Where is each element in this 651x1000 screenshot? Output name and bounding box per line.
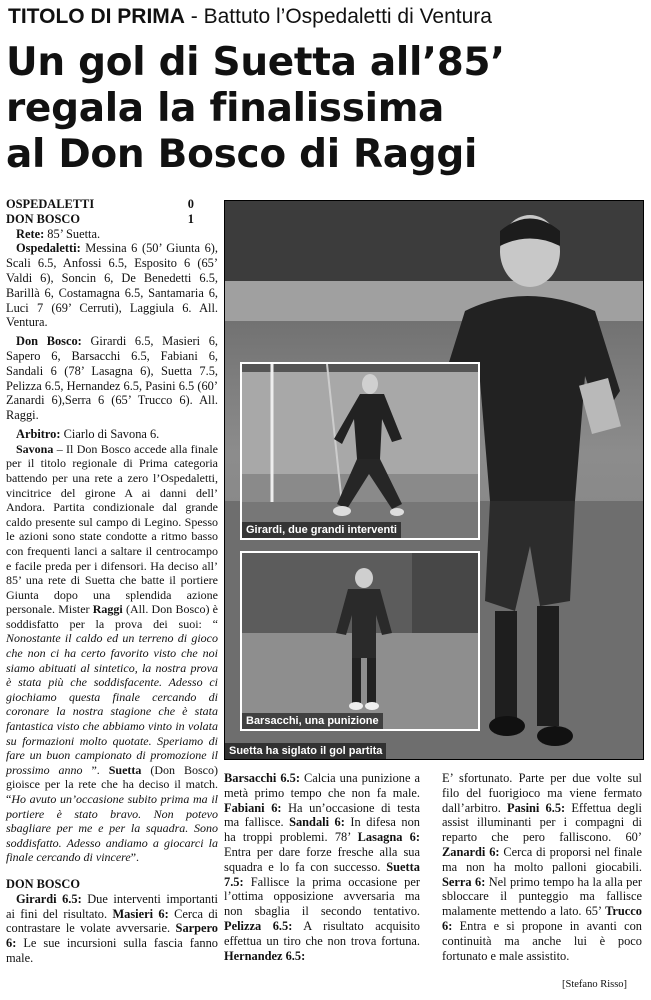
referee-line xyxy=(6,427,218,442)
rating-name: Pelizza 6.5: xyxy=(224,918,293,933)
body-text: (All. Don Bosco) è soddisfatto per la prova dei suoi: “ xyxy=(6,602,218,631)
rating-name: Masieri 6: xyxy=(112,906,169,921)
referee-text: Ciarlo di Savona 6. xyxy=(60,426,160,441)
lineup-ospedaletti xyxy=(6,241,218,330)
photo-main xyxy=(224,200,644,760)
left-column xyxy=(6,197,218,966)
home-score: 0 xyxy=(187,197,194,211)
rating-text: Due interventi importanti ai fini del risultato. xyxy=(6,891,218,921)
rating-name: Zanardi 6: xyxy=(442,844,500,859)
dateline: Savona xyxy=(16,441,54,456)
lineup-label: Don Bosco: xyxy=(16,334,82,349)
photo-inset-girardi xyxy=(240,362,480,540)
photo-barsacchi-illustration xyxy=(242,553,480,731)
rating-text: Effettua degli assist illuminanti per i compagni di reparto che pero falliscono. 60’ xyxy=(442,800,642,845)
headline-line: Un gol di Suetta all’85’ xyxy=(6,40,505,85)
lineup-text: Messina 6 (50’ Giunta 6), Scali 6.5, Anfossi 6.5, Esposito 6 (65’ Valdi 6), Soncin 6, De Benedetti 6.5, Barillà 6, Costamagna 6.5, Santamaria 6, Luci 7 (69’ Cerruti), Laggiula 6. All. Ventura. xyxy=(6,241,218,330)
lineup-don-bosco xyxy=(6,334,218,423)
ratings-col2 xyxy=(224,771,420,963)
rating-name: Trucco 6: xyxy=(442,904,642,933)
rating-name: Serra 6: xyxy=(442,874,486,889)
headline xyxy=(6,40,646,178)
rating-name: Sandali 6: xyxy=(289,815,345,830)
body-text: (Don Bosco) gioisce per la rete che ha deciso il match. “ xyxy=(6,762,218,806)
rating-name: Sarpero 6: xyxy=(6,921,218,951)
goal-line xyxy=(6,227,218,242)
body-text: ”. xyxy=(130,850,140,865)
rating-name: Fabiani 6: xyxy=(224,800,282,815)
rating-text: Cerca di contrastare le volate avversarie. xyxy=(6,906,218,936)
coach-name: Raggi xyxy=(92,602,123,617)
kicker-section: TITOLO DI PRIMA xyxy=(8,5,185,28)
article-body xyxy=(6,442,218,865)
coach-quote: Nonostante il caldo ed un terreno di gioco che non ci ha certo favorito visto che noi siamo abituati al sintetico, la nostra prova è stata più che soddisfacente. Adesso ci giochiamo questa finale cercando di coronare la nostra stagione che è stata fantastica visto che abbiamo vinto in volata su formazioni molto quotate. Speriamo di fare un buon campionato di promozione il prossimo anno xyxy=(6,631,218,777)
rating-text: In difesa non ha troppi problemi. 78’ xyxy=(224,815,420,845)
rating-name: Pasini 6.5: xyxy=(507,800,566,815)
scoreboard xyxy=(6,197,194,227)
away-team: DON BOSCO xyxy=(6,211,81,226)
rating-text: Calcia una punizione a metà primo tempo che non fa male. xyxy=(224,771,420,800)
kicker xyxy=(8,4,648,30)
referee-label: Arbitro: xyxy=(16,426,61,441)
goal-label: Rete: xyxy=(16,226,45,241)
rating-text: Nel primo tempo ha la alla per sbloccare il punteggio ma fallisce malamente mettendo a lato. 65’ xyxy=(442,874,642,919)
body-text: ”. xyxy=(82,762,109,777)
away-score: 1 xyxy=(187,211,194,226)
home-team: OSPEDALETTI xyxy=(6,197,95,211)
goal-text: 85’ Suetta. xyxy=(44,226,101,241)
lineup-label: Ospedaletti: xyxy=(16,241,81,256)
rating-text: A risultato acquisito effettua un tiro che non trova fortuna. xyxy=(224,918,420,948)
rating-name: Hernandez 6.5: xyxy=(224,948,306,963)
player-name: Suetta xyxy=(108,762,142,777)
body-text: – Il Don Bosco accede alla finale per il titolo regionale di Prima categoria battendo per una rete a zero l’Ospedaletti, vincitrice del girone A ai danni dell’ Andora. Partita condizionale dal grande caldo presente sul campo di Legino. Spesso le azioni sono state condotte a ritmo basso con frequenti lanci a saltare il centrocampo e facile preda per i difensori. Ha deciso all’ 85’ una rete di Suetta che batte il portiere Giunta dopo una splendida azione personale. Mister xyxy=(6,441,218,617)
rating-text: Entra per dare forze fresche alla sua squadra e lo fa con successo. xyxy=(224,844,420,874)
kicker-subtitle: Battuto l’Ospedaletti di Ventura xyxy=(203,5,492,28)
rating-text: Le sue incursioni sulla fascia fanno male. xyxy=(6,936,218,965)
rating-text: Entra e si propone in avanti con continuità ma anche lui è poco fortunato e male assistito. xyxy=(442,918,642,963)
rating-name: Barsacchi 6.5: xyxy=(224,771,300,785)
photo-girardi-illustration xyxy=(242,364,480,540)
ratings-col1 xyxy=(6,892,218,966)
player-quote: Ho avuto un’occasione subito prima ma il portiere è stato bravo. Non potevo sbagliare per me e per la squadra. Sono soddisfatto. Adesso andiamo a giocarci la finale cercando di vincere xyxy=(6,792,218,865)
lineup-text: Girardi 6.5, Masieri 6, Sapero 6, Barsacchi 6.5, Fabiani 6, Sandali 6 (78’ Lasagna 6), Suetta 7.5, Pelizza 6.5, Hernandez 6.5, Pasini 6.5 (60’ Zanardi 6),Serra 6 (65’ Trucco 6). All. Raggi. xyxy=(6,334,218,423)
rating-text: Ha un’occasione di testa ma fallisce. xyxy=(224,800,420,830)
headline-line: al Don Bosco di Raggi xyxy=(6,132,478,177)
author-credit: [Stefano Risso] xyxy=(562,979,628,990)
rating-name: Suetta 7.5: xyxy=(224,859,420,889)
ratings-col3 xyxy=(442,771,642,963)
rating-name: Girardi 6.5: xyxy=(16,891,82,906)
rating-name: Lasagna 6: xyxy=(357,830,420,845)
photo-inset-barsacchi xyxy=(240,551,480,731)
photo-caption-main: Suetta ha siglato il gol partita xyxy=(225,743,386,759)
photo-caption: Barsacchi, una punizione xyxy=(242,713,383,729)
headline-line: regala la finalissima xyxy=(6,86,445,131)
rating-text: E’ sfortunato. Parte per due volte sul filo del fuorigioco ma viene fermato dall’arbitro. xyxy=(442,771,642,815)
rating-text: Fallisce la prima occasione per l’ottima opposizione avversaria ma non sbaglia il secondo tentativo. xyxy=(224,874,420,919)
rating-text: Cerca di proporsi nel finale ma non ha molto palloni giocabili. xyxy=(442,844,642,874)
kicker-separator: - xyxy=(184,5,204,28)
photo-caption: Girardi, due grandi interventi xyxy=(242,522,401,538)
ratings-title: DON BOSCO xyxy=(6,876,81,891)
